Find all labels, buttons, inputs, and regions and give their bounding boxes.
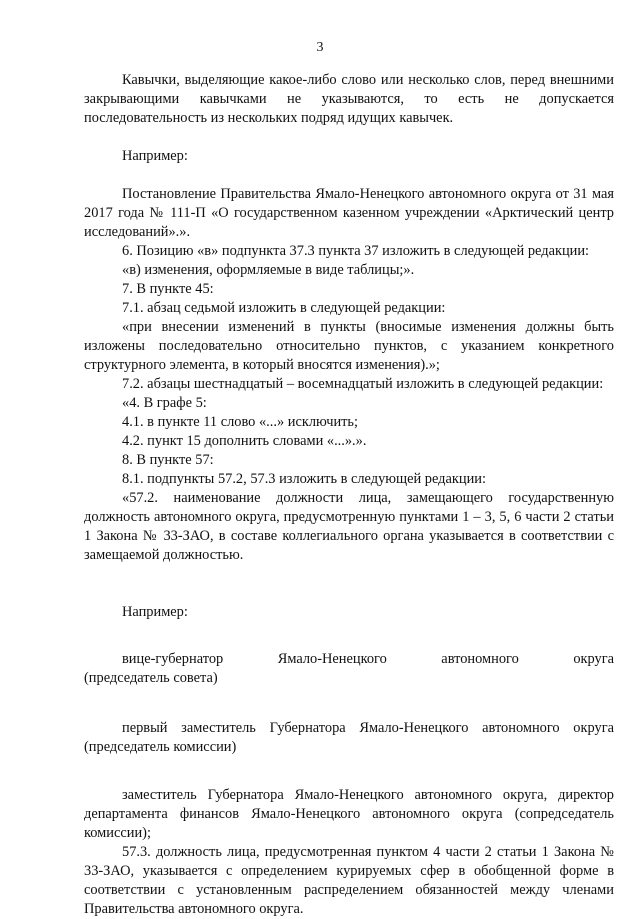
example-label: Например: xyxy=(122,604,188,620)
paragraph-item-7-1-text: «при внесении изменений в пункты (вносимые изменения должны быть изложены последовательно относительно пунктов, с указанием конкретного структурного элемента, в который вносятся изменения).»; xyxy=(84,319,614,373)
paragraph-item-6-text: «в) изменения, оформляемые в виде таблицы;». xyxy=(122,262,415,278)
example-label: Например: xyxy=(122,148,188,164)
paragraph-item-6: 6. Позицию «в» подпункта 37.3 пункта 37 изложить в следующей редакции: xyxy=(122,243,590,259)
paragraph-item-57-3: 57.3. должность лица, предусмотренная пунктом 4 части 2 статьи 1 Закона № 33-ЗАО, указывается с определением курируемых сфер в обобщенной форме в соответствии с установленным распределением обязанностей между членами Правительства автономного округа. xyxy=(84,844,614,917)
example-position-3: заместитель Губернатора Ямало-Ненецкого автономного округа, директор департамента финансов Ямало-Ненецкого автономного округа (сопредседатель комиссии); xyxy=(84,787,614,841)
example-position-2-line-1: первый заместитель Губернатора Ямало-Ненецкого автономного округа xyxy=(122,720,614,736)
paragraph-item-57-2: «57.2. наименование должности лица, замещающего государственную должность автономного округа, предусмотренную пунктами 1 – 3, 5, 6 части 2 статьи 1 Закона № 33-ЗАО, в составе коллегиального органа указывается в соответствии с замещаемой должностью. xyxy=(84,490,614,563)
paragraph-item-4-2: 4.2. пункт 15 дополнить словами «...».». xyxy=(122,433,367,449)
example-position-1-line-1: вице-губернатор Ямало-Ненецкого автономного округа xyxy=(122,651,614,667)
example-position-1-line-2: (председатель совета) xyxy=(84,670,218,686)
paragraph-item-8: 8. В пункте 57: xyxy=(122,452,214,468)
paragraph-quotes-rule: Кавычки, выделяющие какое-либо слово или несколько слов, перед внешними закрывающими кавычками не указываются, то есть не допускается последовательность из нескольких подряд идущих кавычек. xyxy=(84,72,614,126)
document-body xyxy=(84,71,614,919)
example-position-2-line-2: (председатель комиссии) xyxy=(84,739,237,755)
paragraph-example-resolution: Постановление Правительства Ямало-Ненецкого автономного округа от 31 мая 2017 года № 111-П «О государственном казенном учреждении «Арктический центр исследований».». xyxy=(84,186,614,240)
paragraph-item-7-1: 7.1. абзац седьмой изложить в следующей редакции: xyxy=(122,300,446,316)
paragraph-column-5: «4. В графе 5: xyxy=(122,395,207,411)
page-number: 3 xyxy=(316,40,324,55)
paragraph-item-7-2: 7.2. абзацы шестнадцатый – восемнадцатый изложить в следующей редакции: xyxy=(122,376,604,392)
paragraph-item-7: 7. В пункте 45: xyxy=(122,281,214,297)
paragraph-item-4-1: 4.1. в пункте 11 слово «...» исключить; xyxy=(122,414,358,430)
paragraph-item-8-1: 8.1. подпункты 57.2, 57.3 изложить в следующей редакции: xyxy=(122,471,486,487)
